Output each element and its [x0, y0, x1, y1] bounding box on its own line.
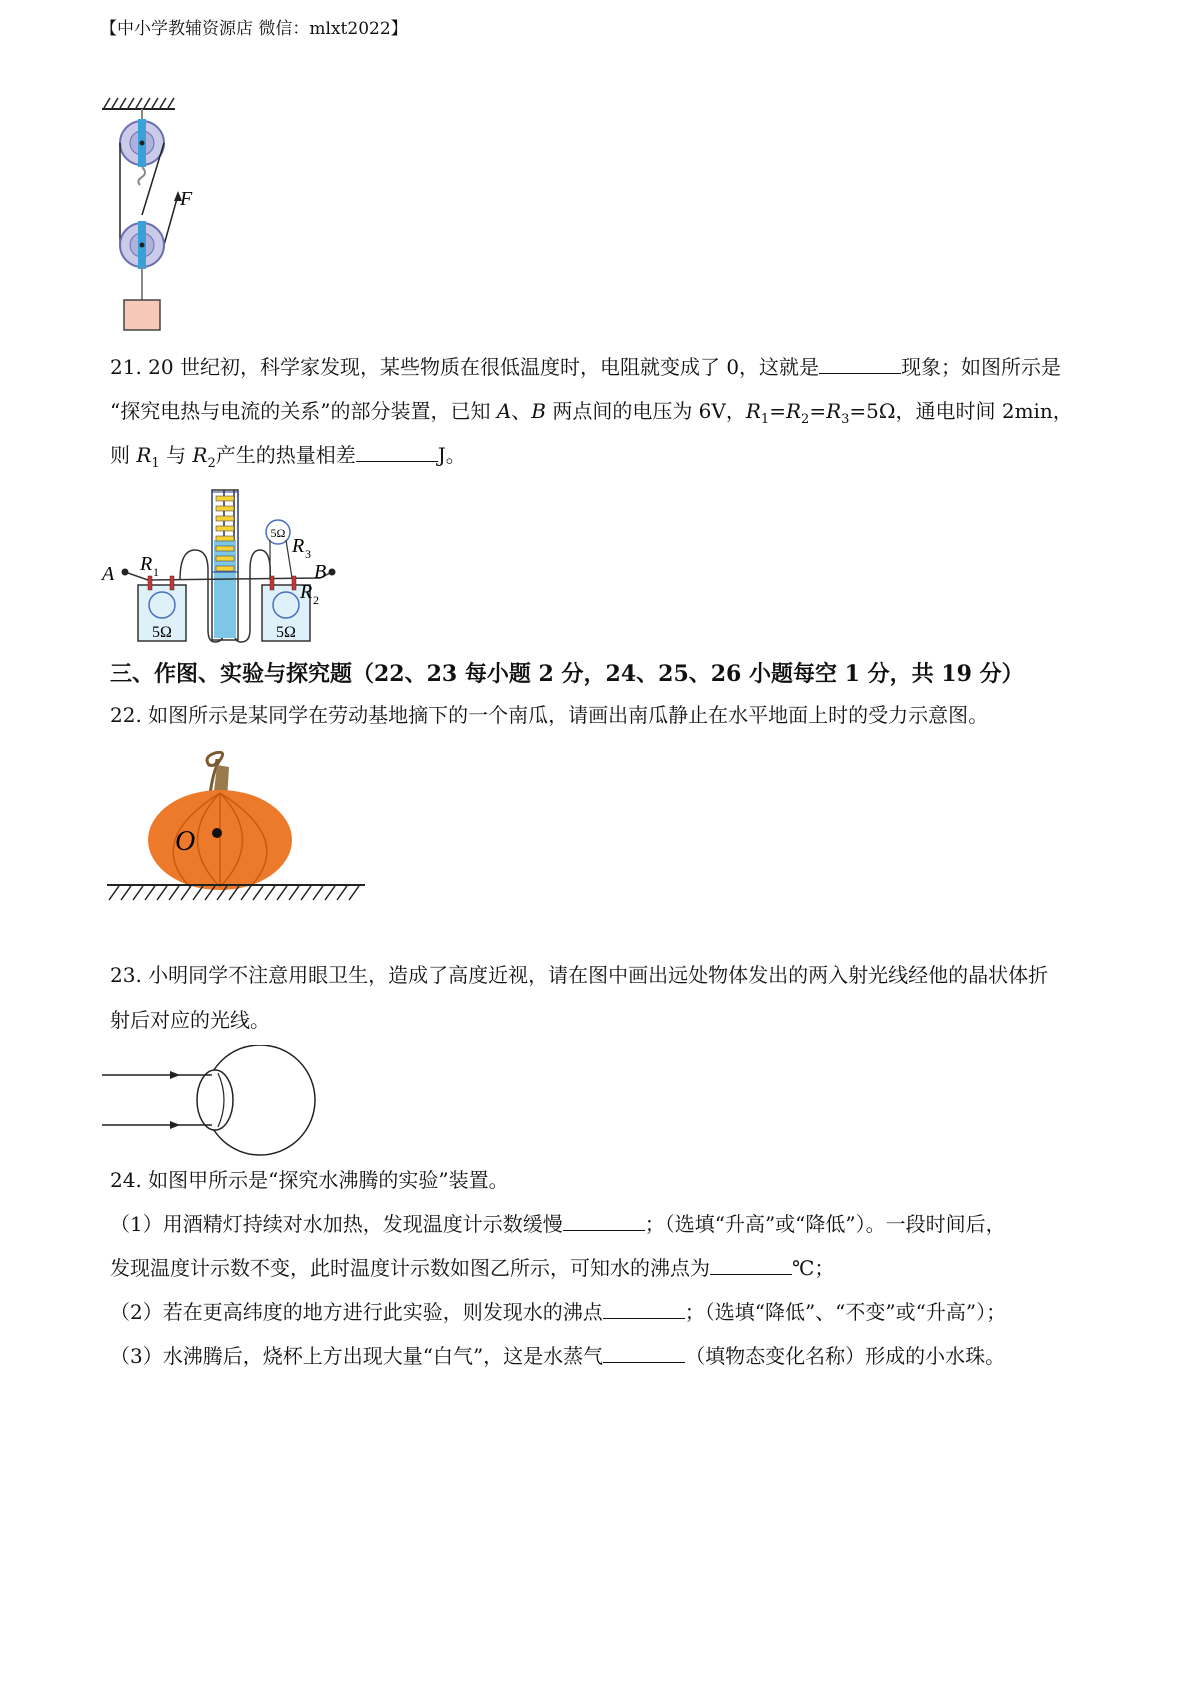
- q24-p2: （2）若在更高纬度的地方进行此实验，则发现水的沸点 ；（选填“降低”、“不变”或“升高”）；: [110, 1300, 1007, 1324]
- q24-p3: （3）水沸腾后，烧杯上方出现大量“白气”，这是水蒸气 （填物态变化名称）形成的小水珠。: [110, 1344, 1006, 1368]
- eye-figure: [100, 1045, 320, 1165]
- q24-blank-2[interactable]: [710, 1254, 792, 1275]
- q21-line2: “探究电热与电流的关系”的部分装置，已知 A、B 两点间的电压为 6V，$R_1=R_2=R_3=5\Omega$，通电时间 2min，: [110, 399, 1073, 427]
- force-label: F: [180, 188, 193, 210]
- q21-blank-1[interactable]: [819, 353, 901, 374]
- circuit-figure: [100, 480, 350, 650]
- label-r3-sub: 3: [305, 547, 311, 561]
- q24-blank-3[interactable]: [603, 1298, 685, 1319]
- section-3-title: 三、作图、实验与探究题（22、23 每小题 2 分，24、25、26 小题每空 1 分，共 19 分）: [110, 661, 1024, 687]
- label-r2-sub: 2: [313, 593, 319, 607]
- q24-p1-line2: 发现温度计示数不变，此时温度计示数如图乙所示，可知水的沸点为 ℃；: [110, 1256, 835, 1280]
- res-left-label: 5Ω: [152, 624, 172, 641]
- q21-blank-2[interactable]: [356, 441, 438, 462]
- label-r1-sub: 1: [153, 565, 159, 579]
- label-a: A: [102, 563, 115, 585]
- label-r2: R: [300, 581, 313, 603]
- q24-blank-1[interactable]: [563, 1210, 645, 1231]
- label-b: B: [314, 561, 327, 583]
- pulley-figure: [100, 95, 210, 335]
- q23-line1: 23. 小明同学不注意用眼卫生，造成了高度近视，请在图中画出远处物体发出的两入射光线经他的晶状体折: [110, 963, 1049, 987]
- label-r3: R: [292, 535, 305, 557]
- pumpkin-figure: [105, 745, 370, 905]
- label-r1: R: [140, 553, 153, 575]
- q24-p1-line1: （1）用酒精灯持续对水加热，发现温度计示数缓慢 ；（选填“升高”或“降低”）。一段时间后，: [110, 1212, 1006, 1236]
- q21-line1: 21. 20 世纪初，科学家发现，某些物质在很低温度时，电阻就变成了 0，这就是 现象；如图所示是: [110, 355, 1062, 379]
- q24-blank-4[interactable]: [603, 1342, 685, 1363]
- header-watermark: 【中小学教辅资源店 微信：mlxt2022】: [100, 19, 408, 39]
- q24-intro: 24. 如图甲所示是“探究水沸腾的实验”装置。: [110, 1168, 509, 1192]
- q23-line2: 射后对应的光线。: [110, 1008, 270, 1032]
- q22-text: 22. 如图所示是某同学在劳动基地摘下的一个南瓜，请画出南瓜静止在水平地面上时的受力示意图。: [110, 703, 989, 727]
- q21-line3: 则 $R_1$ 与 $R_2$产生的热量相差 J。: [110, 443, 466, 471]
- res-top-label: 5Ω: [270, 526, 286, 540]
- res-right-label: 5Ω: [276, 624, 296, 641]
- point-o-label: O: [175, 826, 196, 857]
